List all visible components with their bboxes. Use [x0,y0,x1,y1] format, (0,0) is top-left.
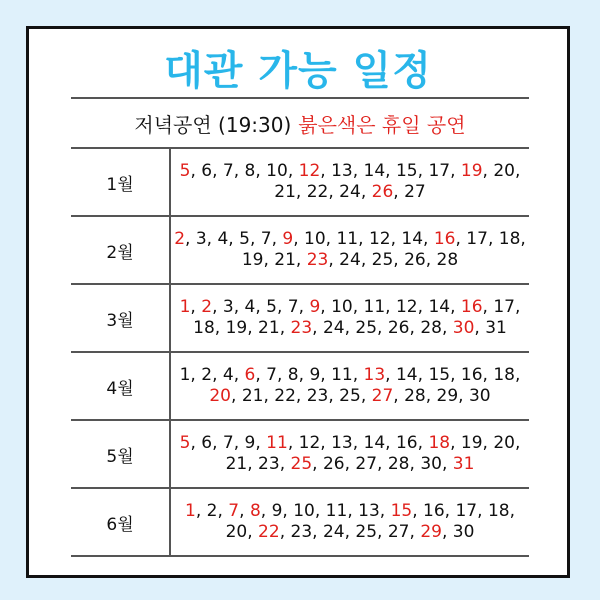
date: 25 [339,386,361,406]
available-dates: 2, 3, 4, 5, 7, 9, 10, 11, 12, 14, 16, 17, 18, 19, 21, 23, 24, 25, 26, 28 [170,216,529,284]
date: 3 [195,229,207,249]
date: 8 [287,365,299,385]
holiday-date: 8 [249,501,261,521]
date: 12 [298,433,321,453]
date: 22 [306,182,329,202]
date: 4 [217,229,229,249]
date: 11 [363,297,386,317]
holiday-date: 16 [460,297,483,317]
date: 21 [225,454,248,474]
date: 15 [395,161,418,181]
available-dates: 5, 6, 7, 8, 10, 12, 13, 14, 15, 17, 19, 20, 21, 22, 24, 26, 27 [170,149,529,216]
date: 27 [404,182,426,202]
date: 4 [244,297,256,317]
holiday-date: 6 [244,365,256,385]
date: 10 [304,229,326,249]
date: 23 [258,454,280,474]
date: 11 [325,501,348,521]
date: 7 [260,229,272,249]
holiday-date: 26 [371,182,394,202]
date: 14 [395,365,418,385]
holiday-date: 7 [228,501,240,521]
date: 9 [271,501,283,521]
holiday-date: 20 [209,386,231,406]
date: 7 [287,297,299,317]
date: 3 [222,297,234,317]
date: 6 [201,433,213,453]
schedule-table [71,149,529,557]
date: 16 [423,501,445,521]
date: 17 [455,501,478,521]
date: 12 [368,229,391,249]
date: 19 [225,318,248,338]
holiday-date: 15 [390,501,413,521]
date: 26 [404,250,426,270]
date: 30 [452,522,475,542]
date: 30 [468,386,491,406]
holiday-date: 29 [420,522,442,542]
date: 2 [201,365,213,385]
holiday-date: 5 [179,433,191,453]
month-label: 1월 [71,149,170,216]
available-dates: 1, 2, 4, 6, 7, 8, 9, 11, 13, 14, 15, 16, 18, 20, 21, 22, 23, 25, 27, 28, 29, 30 [170,352,529,420]
date: 30 [420,454,442,474]
month-label: 5월 [71,420,170,488]
holiday-date: 23 [306,250,329,270]
date: 14 [363,433,386,453]
date: 7 [222,433,234,453]
table-row [71,149,529,216]
date: 20 [493,433,515,453]
performance-time-label: 저녁공연 (19:30) [134,112,292,137]
date: 18 [193,318,215,338]
date: 17 [428,161,451,181]
date: 20 [225,522,248,542]
date: 25 [371,250,394,270]
schedule-card [26,26,570,578]
holiday-date: 16 [433,229,456,249]
date: 28 [436,250,459,270]
date: 18 [493,365,515,385]
date: 1 [179,365,191,385]
date: 20 [493,161,515,181]
date: 12 [395,297,418,317]
date: 10 [266,161,288,181]
date: 13 [331,433,353,453]
date: 18 [487,501,510,521]
date: 22 [274,386,296,406]
table-row [71,420,529,488]
date: 10 [331,297,353,317]
date: 4 [222,365,234,385]
date: 5 [266,297,277,317]
holiday-date: 12 [298,161,321,181]
holiday-date: 11 [266,433,288,453]
subtitle-row [71,97,529,149]
holiday-date: 1 [185,501,196,521]
date: 17 [466,229,488,249]
holiday-date: 18 [428,433,451,453]
holiday-date: 31 [452,454,475,474]
date: 28 [420,318,442,338]
date: 19 [241,250,264,270]
date: 11 [331,365,353,385]
holiday-date: 19 [460,161,483,181]
date: 16 [395,433,418,453]
date: 14 [401,229,424,249]
page-title: 대관 가능 일정 [164,48,432,94]
date: 25 [355,522,378,542]
holiday-date: 2 [174,229,186,249]
holiday-date: 22 [258,522,280,542]
date: 31 [485,318,507,338]
date: 7 [266,365,277,385]
date: 16 [460,365,483,385]
table-row [71,284,529,352]
date: 29 [436,386,459,406]
date: 24 [339,182,361,202]
date: 14 [428,297,451,317]
date: 23 [306,386,329,406]
holiday-date: 25 [290,454,313,474]
available-dates: 5, 6, 7, 9, 11, 12, 13, 14, 16, 18, 19, 20, 21, 23, 25, 26, 27, 28, 30, 31 [170,420,529,488]
date: 15 [428,365,451,385]
table-row [71,352,529,420]
date: 27 [387,522,410,542]
date: 5 [239,229,250,249]
date: 10 [293,501,315,521]
date: 24 [322,318,345,338]
date: 25 [355,318,378,338]
table-row [71,216,529,284]
date: 24 [322,522,345,542]
date: 28 [387,454,410,474]
date: 21 [241,386,264,406]
holiday-date: 27 [371,386,394,406]
date: 28 [404,386,426,406]
available-dates: 1, 2, 3, 4, 5, 7, 9, 10, 11, 12, 14, 16, 17, 18, 19, 21, 23, 24, 25, 26, 28, 30, 31 [170,284,529,352]
month-label: 4월 [71,352,170,420]
holiday-date: 30 [452,318,475,338]
available-dates: 1, 2, 7, 8, 9, 10, 11, 13, 15, 16, 17, 18, 20, 22, 23, 24, 25, 27, 29, 30 [170,488,529,556]
date: 14 [363,161,386,181]
table-row [71,488,529,556]
date: 19 [460,433,483,453]
date: 21 [274,250,296,270]
date: 18 [498,229,521,249]
date: 17 [493,297,515,317]
date: 23 [290,522,313,542]
month-label: 2월 [71,216,170,284]
date: 24 [339,250,361,270]
date: 26 [322,454,345,474]
date: 9 [309,365,321,385]
date: 2 [206,501,218,521]
holiday-date: 2 [201,297,213,317]
month-label: 6월 [71,488,170,556]
holiday-date: 13 [363,365,386,385]
holiday-date: 1 [179,297,191,317]
date: 11 [336,229,359,249]
holiday-date: 9 [282,229,294,249]
holiday-date: 9 [309,297,321,317]
date: 9 [244,433,256,453]
holiday-date: 5 [179,161,191,181]
date: 13 [358,501,380,521]
date: 21 [274,182,296,202]
date: 13 [331,161,353,181]
date: 26 [387,318,410,338]
date: 27 [355,454,378,474]
holiday-legend-note: 붉은색은 휴일 공연 [298,112,466,137]
date: 6 [201,161,213,181]
date: 7 [222,161,234,181]
date: 21 [258,318,280,338]
month-label: 3월 [71,284,170,352]
holiday-date: 23 [290,318,313,338]
date: 8 [244,161,256,181]
